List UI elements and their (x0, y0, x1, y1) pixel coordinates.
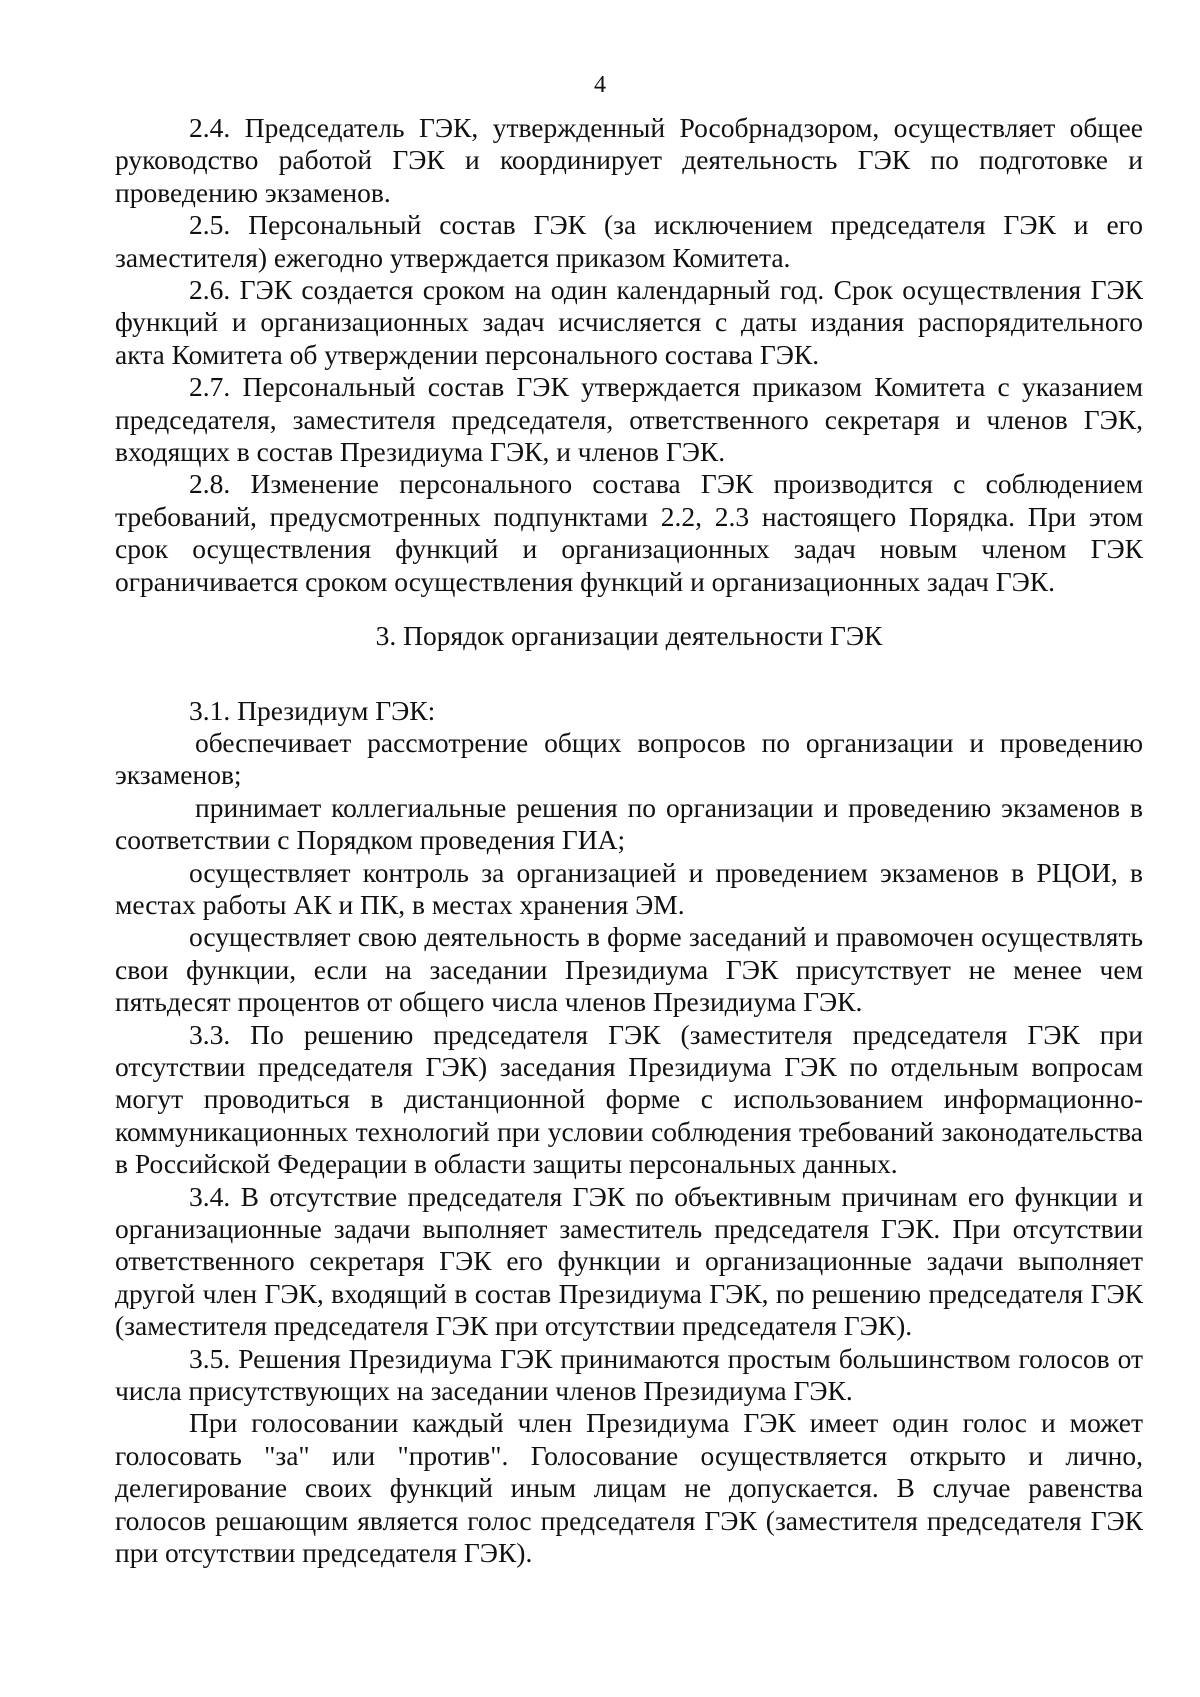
paragraph-2-8: 2.8. Изменение персонального состава ГЭК производится с соблюдением требований, предусмотренных подпунктами 2.2, 2.3 настоящего Порядка. При этом срок осуществления функций и организационных задач новым членом ГЭК ограничивается сроком осуществления функций и организационных задач ГЭК. (115, 468, 1143, 597)
paragraph-3-3: 3.3. По решению председателя ГЭК (заместителя председателя ГЭК при отсутствии председателя ГЭК) заседания Президиума ГЭК по отдельным вопросам могут проводиться в дистанционной форме с использованием информационно-коммуникационных технологий при условии соблюдения требований законодательства в Российской Федерации в области защиты персональных данных. (115, 1018, 1143, 1180)
paragraph-2-4: 2.4. Председатель ГЭК, утвержденный Рособрнадзором, осуществляет общее руководство работой ГЭК и координирует деятельность ГЭК по подготовке и проведению экзаменов. (115, 112, 1143, 208)
page-number: 4 (594, 72, 606, 98)
paragraph-2-7: 2.7. Персональный состав ГЭК утверждается приказом Комитета с указанием председателя, заместителя председателя, ответственного секретаря и членов ГЭК, входящих в состав Президиума ГЭК, и членов ГЭК. (115, 371, 1143, 468)
paragraph-3-1: 3.1. Президиум ГЭК: (189, 694, 436, 726)
section-3-heading: 3. Порядок организации деятельности ГЭК (375, 620, 883, 652)
paragraph-3-5: 3.5. Решения Президиума ГЭК принимаются простым большинством голосов от числа присутствующих на заседании членов Президиума ГЭК. (115, 1342, 1143, 1407)
paragraph-3-5-voting: При голосовании каждый член Президиума ГЭК имеет один голос и может голосовать "за" или "против". Голосование осуществляется открыто и лично, делегирование своих функций иным лицам не допускается. В случае равенства голосов решающим является голос председателя ГЭК (заместителя председателя ГЭК при отсутствии председателя ГЭК). (115, 1407, 1143, 1569)
paragraph-3-1-item-a: обеспечивает рассмотрение общих вопросов по организации и проведению экзаменов; (115, 726, 1143, 791)
document-body (115, 112, 1143, 1569)
paragraph-2-5: 2.5. Персональный состав ГЭК (за исключением председателя ГЭК и его заместителя) ежегодно утверждается приказом Комитета. (115, 209, 1143, 273)
paragraph-3-1-item-c: осуществляет контроль за организацией и проведением экзаменов в РЦОИ, в местах работы АК и ПК, в местах хранения ЭМ. (115, 856, 1143, 920)
paragraph-3-1-item-b: принимает коллегиальные решения по организации и проведению экзаменов в соответствии с Порядком проведения ГИА; (115, 791, 1143, 856)
paragraph-3-4: 3.4. В отсутствие председателя ГЭК по объективным причинам его функции и организационные задачи выполняет заместитель председателя ГЭК. При отсутствии ответственного секретаря ГЭК его функции и организационные задачи выполняет другой член ГЭК, входящий в состав Президиума ГЭК, по решению председателя ГЭК (заместителя председателя ГЭК при отсутствии председателя ГЭК). (115, 1180, 1143, 1342)
paragraph-3-1-item-d: осуществляет свою деятельность в форме заседаний и правомочен осуществлять свои функции, если на заседании Президиума ГЭК присутствует не менее чем пятьдесят процентов от общего числа членов Президиума ГЭК. (115, 921, 1143, 1018)
paragraph-2-6: 2.6. ГЭК создается сроком на один календарный год. Срок осуществления ГЭК функций и организационных задач исчисляется с даты издания распорядительного акта Комитета об утверждении персонального состава ГЭК. (115, 274, 1143, 370)
